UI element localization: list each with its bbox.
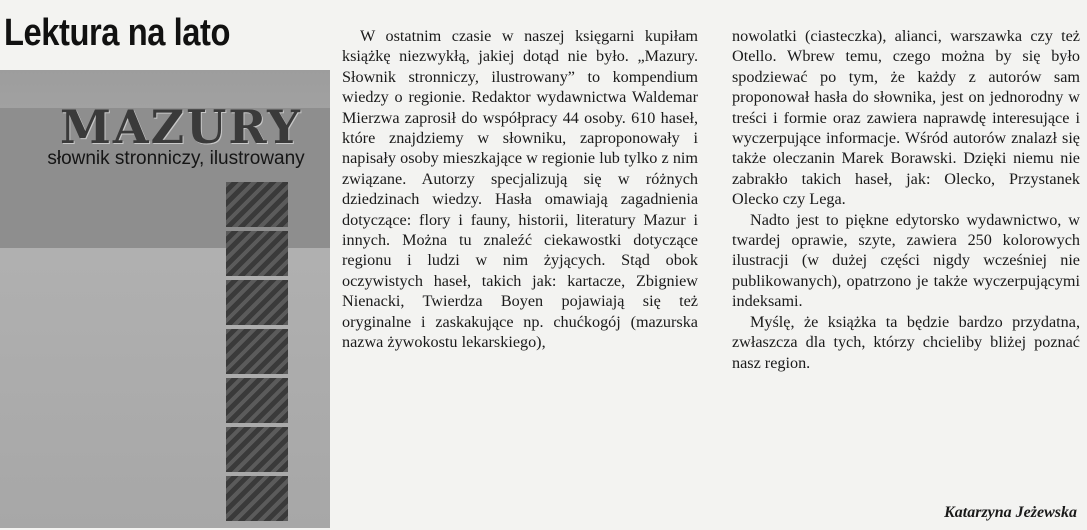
article-paragraph: Myślę, że książka ta będzie bardzo przydatna, zwłaszcza dla tych, którzy chcieliby bliżej poznać nasz region. <box>732 312 1080 372</box>
cover-title: MAZURY <box>60 100 302 154</box>
cover-photo <box>226 427 288 472</box>
article-paragraph: nowolatki (ciasteczka), alianci, warszawka czy też Otello. Wbrew temu, czego można by się było spodziewać po tym, że każdy z autorów sam proponował hasła do słownika, jest on jednorodny w treści i formie oraz zawiera naprawdę interesujące i wyczerpujące informacje. Wśród autorów znalazł się także oleczanin Marek Borawski. Dzięki niemu nie zabrakło takich haseł, jak: Olecko, Przystanek Olecko czy Lega. <box>732 27 1080 209</box>
cover-photo-strip <box>226 182 288 525</box>
article-column-2 <box>732 26 1080 373</box>
cover-photo <box>226 476 288 521</box>
article-column-1 <box>342 26 698 353</box>
cover-photo <box>226 182 288 227</box>
article-paragraph: W ostatnim czasie w naszej księgarni kupiłam książkę niezwykłą, jakiej dotąd nie było. „Mazury. Słownik stronniczy, ilustrowany” to kompendium wiedzy o regionie. Redaktor wydawnictwa Waldemar Mierzwa zaprosił do współpracy 44 osoby. 610 haseł, które znajdziemy w słowniku, zaproponowały i napisały osoby mieszkające w regionie lub tylko z nim związane. Autorzy specjalizują się w różnych dziedzinach wiedzy. Hasła omawiają zagadnienia dotyczące: flory i fauny, historii, literatury Mazur i innych. Można tu znaleźć ciekawostki dotyczące regionu i ludzi w nim żyjących. Stąd obok oczywistych haseł, takich jak: kartacze, Zbigniew Nienacki, Twierdza Boyen pojawiają się też oryginalne i zaskakujące np. chućkogój (mazurska nazwa żywokostu lekarskiego), <box>342 27 698 352</box>
cover-photo <box>226 231 288 276</box>
cover-photo <box>226 280 288 325</box>
cover-photo <box>226 378 288 423</box>
page-title: Lektura na lato <box>4 12 231 54</box>
cover-photo <box>226 329 288 374</box>
book-cover-image <box>0 70 330 528</box>
article-author: Katarzyna Jeżewska <box>944 504 1077 521</box>
article-paragraph: Nadto jest to piękne edytorsko wydawnictwo, w twardej oprawie, szyte, zawiera 250 kolorowych ilustracji (w dużej części nigdy wcześniej nie publikowanych), opatrzono je także wyczerpującymi indeksami. <box>732 210 1080 311</box>
cover-subtitle: słownik stronniczy, ilustrowany <box>47 148 305 169</box>
